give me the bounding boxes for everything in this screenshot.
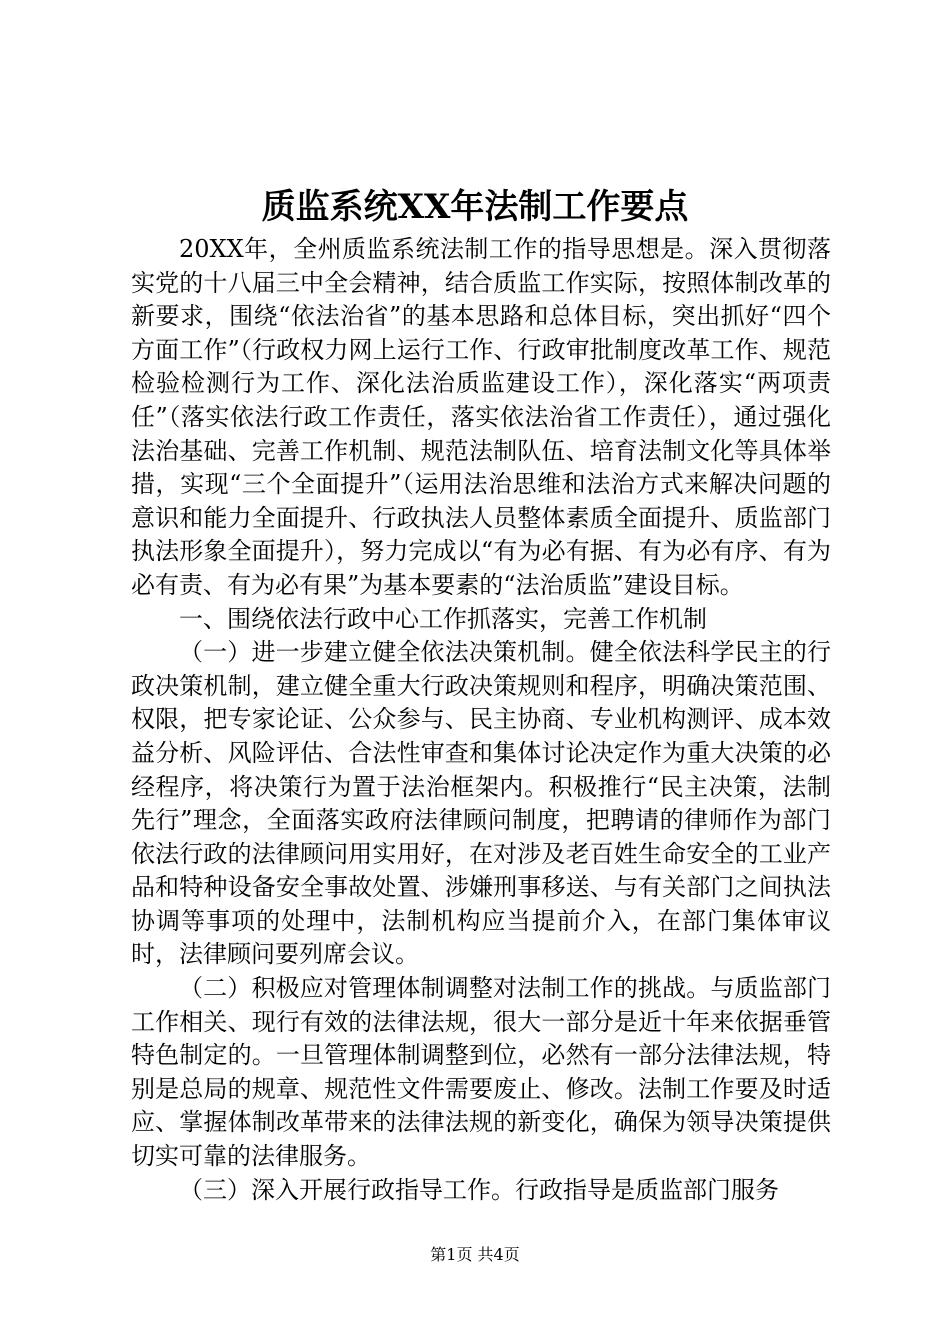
subsection-paragraph-1: （一）进一步建立健全依法决策机制。健全依法科学民主的行政决策机制，建立健全重大行政决策规则和程序，明确决策范围、权限，把专家论证、公众参与、民主协商、专业机构测评、成本效益分析、风险评估、合法性审查和集体讨论决定作为重大决策的必经程序，将决策行为置于法治框架内。积极推行“民主决策，法制先行”理念，全面落实政府法律顾问制度，把聘请的律师作为部门依法行政的法律顾问用实用好，在对涉及老百姓生命安全的工业产品和特种设备安全事故处置、涉嫌刑事移送、与有关部门之间执法协调等事项的处理中，法制机构应当提前介入，在部门集体审议时，法律顾问要列席会议。 xyxy=(131,638,831,969)
document-title: 质监系统XX年法制工作要点 xyxy=(261,187,689,227)
subsection-paragraph-2: （二）积极应对管理体制调整对法制工作的挑战。与质监部门工作相关、现行有效的法律法规，很大一部分是近十年来依据垂管特色制定的。一旦管理体制调整到位，必然有一部分法律法规，特别是总局的规章、规范性文件需要废止、修改。法制工作要及时适应、掌握体制改革带来的法律法规的新变化，确保为领导决策提供切实可靠的法律服务。 xyxy=(131,974,831,1171)
page-footer: 第1页 共4页 xyxy=(430,1245,520,1264)
document-body xyxy=(131,233,831,1207)
subsection-paragraph-3: （三）深入开展行政指导工作。行政指导是质监部门服务 xyxy=(179,1175,779,1204)
section-heading: 一、围绕依法行政中心工作抓落实，完善工作机制 xyxy=(179,604,707,633)
intro-paragraph: 20XX年，全州质监系统法制工作的指导思想是。深入贯彻落实党的十八届三中全会精神，结合质监工作实际，按照体制改革的新要求，围绕“依法治省”的基本思路和总体目标，突出抓好“四个方面工作”（行政权力网上运行工作、行政审批制度改革工作、规范检验检测行为工作、深化法治质监建设工作），深化落实“两项责任”（落实依法行政工作责任，落实依法治省工作责任），通过强化法治基础、完善工作机制、规范法制队伍、培育法制文化等具体举措，实现“三个全面提升”（运用法治思维和法治方式来解决问题的意识和能力全面提升、行政执法人员整体素质全面提升、质监部门执法形象全面提升），努力完成以“有为必有据、有为必有序、有为必有责、有为必有果”为基本要素的“法治质监”建设目标。 xyxy=(131,235,831,599)
